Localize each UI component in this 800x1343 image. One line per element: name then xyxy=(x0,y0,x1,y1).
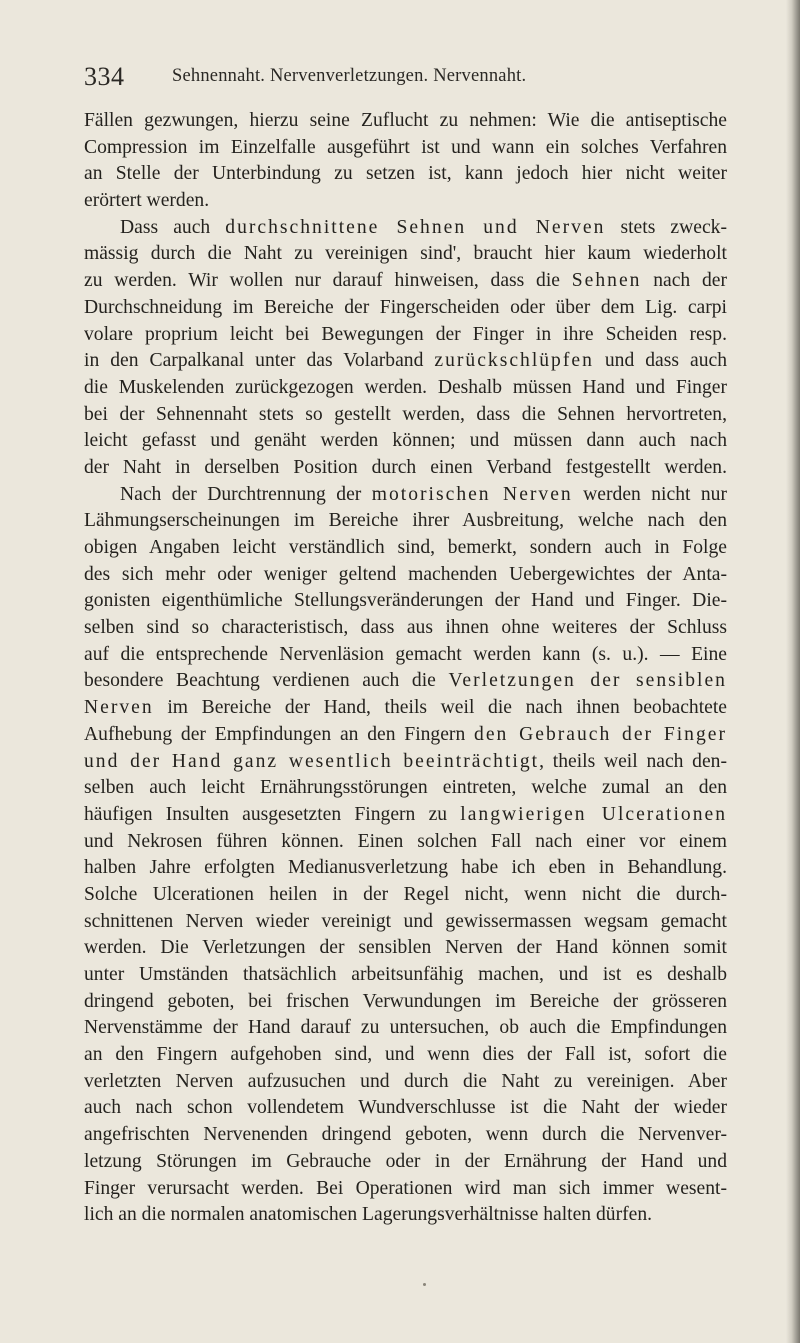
spaced-emphasis: Verletzungen der sensiblen xyxy=(448,670,727,692)
text-line: Nerven im Bereiche der Hand, theils weil die nach ihnen beobachtete xyxy=(84,697,727,719)
text-line: leicht gefasst und genäht werden können; und müssen dann auch nach xyxy=(84,430,727,452)
text-line: volare proprium leicht bei Bewegungen der Finger in ihre Scheiden resp. xyxy=(84,323,727,345)
text-line: Solche Ulcerationen heilen in der Regel nicht, wenn nicht die durch- xyxy=(84,883,727,905)
running-head: Sehnennaht. Nervenverletzungen. Nervennaht. xyxy=(172,66,527,86)
text-line: an den Fingern aufgehoben sind, und wenn dies der Fall ist, sofort die xyxy=(84,1044,727,1066)
text-line: dringend geboten, bei frischen Verwundungen im Bereiche der grösseren xyxy=(84,990,727,1012)
text-line: angefrischten Nervenenden dringend geboten, wenn durch die Nervenver- xyxy=(84,1124,727,1146)
text-line: häufigen Insulten ausgesetzten Fingern zu langwierigen Ulcerationen xyxy=(84,803,727,825)
page-header xyxy=(84,62,724,92)
text-line: Finger verursacht werden. Bei Operationen wird man sich immer wesent- xyxy=(84,1177,727,1199)
text-line: Fällen gezwungen, hierzu seine Zuflucht zu nehmen: Wie die antiseptische xyxy=(84,110,727,131)
text-line: halben Jahre erfolgten Medianusverletzung habe ich eben in Behandlung. xyxy=(84,857,727,879)
page-number: 334 xyxy=(84,62,125,91)
text-line: schnittenen Nerven wieder vereinigt und gewissermassen wegsam gemacht xyxy=(84,910,727,932)
text-line: Nervenstämme der Hand darauf zu untersuchen, ob auch die Empfindungen xyxy=(84,1017,727,1039)
text-line: Compression im Einzelfalle ausgeführt ist und wann ein solches Verfahren xyxy=(84,136,727,158)
text-line: und der Hand ganz wesentlich beeinträchtigt, theils weil nach den- xyxy=(84,750,727,772)
text-line: mässig durch die Naht zu vereinigen sind', braucht hier kaum wiederholt xyxy=(84,243,727,265)
spaced-emphasis: Nerven xyxy=(84,697,154,719)
text-line: auch nach schon vollendetem Wundverschlusse ist die Naht der wieder xyxy=(84,1097,727,1119)
spaced-emphasis: langwierigen Ulcerationen xyxy=(460,803,727,825)
text-line: des sich mehr oder weniger geltend machenden Uebergewichtes der Anta- xyxy=(84,563,727,585)
text-line: gonisten eigenthümliche Stellungsveränderungen der Hand und Finger. Die- xyxy=(84,590,727,612)
text-line: Aufhebung der Empfindungen an den Fingern den Gebrauch der Finger xyxy=(84,723,727,745)
text-line: werden. Die Verletzungen der sensiblen Nerven der Hand können somit xyxy=(84,937,727,959)
spaced-emphasis: Sehnen xyxy=(571,270,642,292)
text-line: lich an die normalen anatomischen Lagerungsverhältnisse halten dürfen. xyxy=(84,1204,653,1226)
text-line: auf die entsprechende Nervenläsion gemacht werden kann (s. u.). — Eine xyxy=(84,643,727,665)
text-line: letzung Störungen im Gebrauche oder in der Ernährung der Hand und xyxy=(84,1150,727,1172)
text-line: der Naht in derselben Position durch einen Verband festgestellt werden. xyxy=(84,456,727,478)
text-line: in den Carpalkanal unter das Volarband zurückschlüpfen und dass auch xyxy=(84,350,727,372)
page-edge-shadow xyxy=(786,0,800,1343)
spaced-emphasis: motorischen Nerven xyxy=(371,483,573,505)
text-line: zu werden. Wir wollen nur darauf hinweisen, dass die Sehnen nach der xyxy=(84,270,727,292)
text-line: Dass auch durchschnittene Sehnen und Nerven stets zweck- xyxy=(120,216,727,238)
spaced-emphasis: durchschnittene Sehnen und Nerven xyxy=(225,216,606,238)
text-line: selben auch leicht Ernährungsstörungen eintreten, welche zumal an den xyxy=(84,777,727,799)
print-speck xyxy=(423,1283,426,1286)
spaced-emphasis: zurückschlüpfen xyxy=(434,350,594,372)
text-line: Durchschneidung im Bereiche der Fingerscheiden oder über dem Lig. carpi xyxy=(84,296,727,318)
spaced-emphasis: den Gebrauch der Finger xyxy=(474,723,727,745)
text-line: die Muskelenden zurückgezogen werden. Deshalb müssen Hand und Finger xyxy=(84,376,727,398)
text-line: Nach der Durchtrennung der motorischen Nerven werden nicht nur xyxy=(120,483,727,505)
text-line: Lähmungserscheinungen im Bereiche ihrer Ausbreitung, welche nach den xyxy=(84,510,727,532)
body-text xyxy=(84,108,727,1229)
text-line: unter Umständen thatsächlich arbeitsunfähig machen, und ist es deshalb xyxy=(84,964,727,985)
text-line: verletzten Nerven aufzusuchen und durch die Naht zu vereinigen. Aber xyxy=(84,1070,727,1092)
text-line: obigen Angaben leicht verständlich sind, bemerkt, sondern auch in Folge xyxy=(84,537,727,558)
spaced-emphasis: und der Hand ganz wesentlich beeinträchtigt xyxy=(84,750,540,772)
text-line: an Stelle der Unterbindung zu setzen ist, kann jedoch hier nicht weiter xyxy=(84,163,727,185)
text-line: bei der Sehnennaht stets so gestellt werden, dass die Sehnen hervortreten, xyxy=(84,403,727,425)
text-line: erörtert werden. xyxy=(84,190,210,212)
text-line: besondere Beachtung verdienen auch die Verletzungen der sensiblen xyxy=(84,670,727,692)
text-line: selben sind so characteristisch, dass aus ihnen ohne weiteres der Schluss xyxy=(84,617,727,639)
text-line: und Nekrosen führen können. Einen solchen Fall nach einer vor einem xyxy=(84,830,727,852)
